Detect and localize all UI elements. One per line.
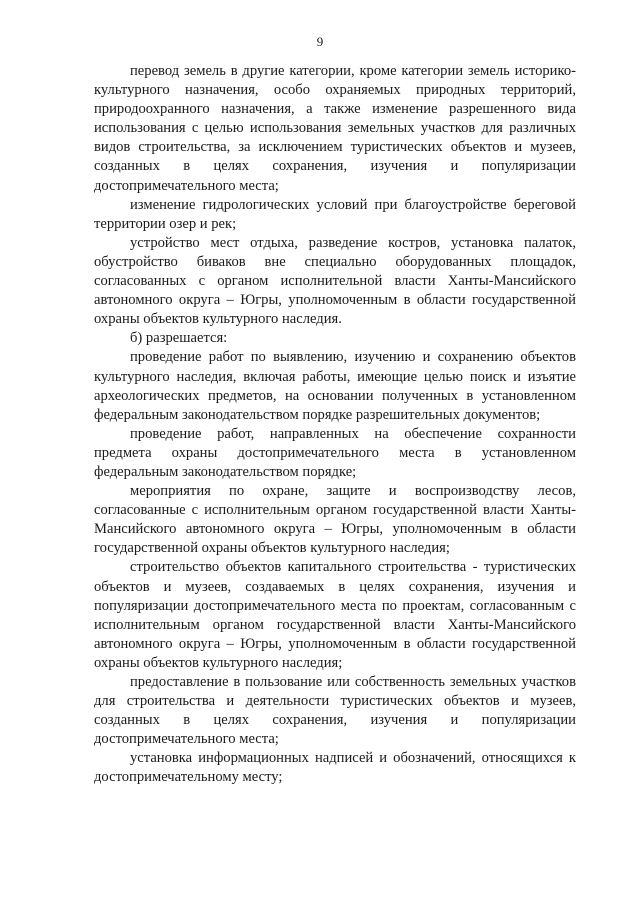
paragraph-research-works: проведение работ по выявлению, изучению и сохранению объектов культурного наследия, включая работы, имеющие целью поиск и изъятие археологических предметов, на основании полученных в установленном федеральным законодательством порядке разрешительных документов;	[94, 349, 576, 423]
paragraph-signage: установка информационных надписей и обозначений, относящихся к достопримечательному месту;	[94, 750, 576, 786]
document-body	[94, 62, 576, 788]
paragraph-construction: строительство объектов капитального строительства - туристических объектов и музеев, создаваемых в целях сохранения, изучения и популяризации достопримечательного места по проектам, согласованным с исполнительным органом государственной власти Ханты-Мансийского автономного округа – Югры, уполномоченным в области государственной охраны объектов культурного наследия;	[94, 559, 576, 671]
paragraph-land-use: предоставление в пользование или собственность земельных участков для строительства и деятельности туристических объектов и музеев, созданных в целях сохранения, изучения и популяризации достопримечательного места;	[94, 674, 576, 748]
page-number: 9	[316, 34, 324, 49]
paragraph-preservation-works: проведение работ, направленных на обеспечение сохранности предмета охраны достопримечательного места в установленном федеральным законодательством порядке;	[94, 425, 576, 480]
paragraph-permitted-heading: б) разрешается:	[130, 330, 228, 347]
paragraph-recreation: устройство мест отдыха, разведение костров, установка палаток, обустройство биваков вне специально оборудованных площадок, согласованных с органом исполнительной власти Ханты-Мансийского автономного округа – Югры, уполномоченным в области государственной охраны объектов культурного наследия.	[94, 234, 576, 328]
paragraph-hydrology: изменение гидрологических условий при благоустройстве береговой территории озер и рек;	[94, 196, 576, 232]
paragraph-land-transfer: перевод земель в другие категории, кроме категории земель историко-культурного назначения, особо охраняемых природных территорий, природоохранного назначения, а также изменение разрешенного вида использования с целью использования земельных участков для различных видов строительства, за исключением туристических объектов и музеев, созданных в целях сохранения, изучения и популяризации достопримечательного места;	[94, 63, 576, 194]
paragraph-forest-protection: мероприятия по охране, защите и воспроизводству лесов, согласованные с исполнительным органом государственной власти Ханты-Мансийского автономного округа – Югры, уполномоченным в области государственной охраны объектов культурного наследия;	[94, 483, 576, 557]
